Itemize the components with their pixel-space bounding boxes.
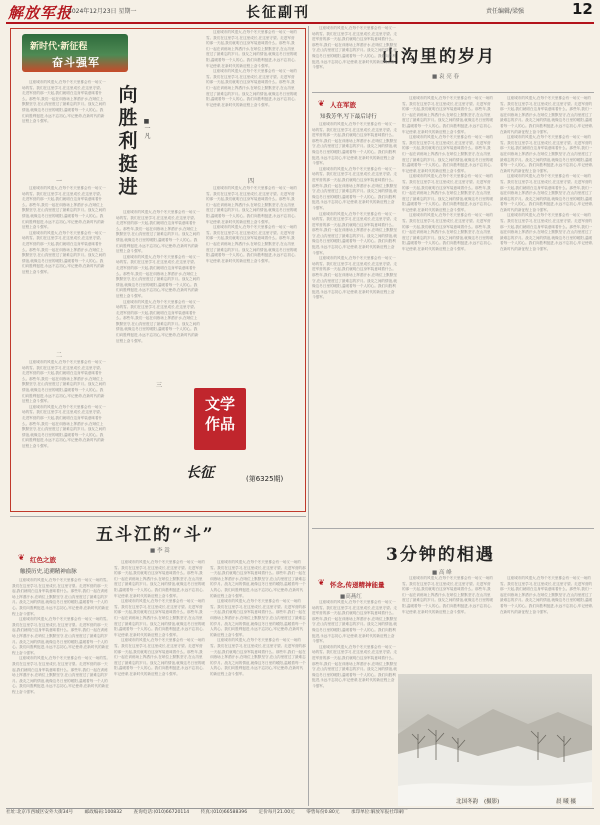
section-rule	[312, 528, 594, 529]
feature-title-char: 利	[118, 130, 138, 152]
footer-address: 社址:北京市西城区安外大街34号	[6, 810, 74, 815]
feature-author: ■一 凡	[143, 118, 150, 139]
mountain-col-a: 这座城市的风很大,在每个冬天里都会有一场又一场的雪。我们在这里学习,在这里成长,在这里守望。走进军营的那一天起,我们就明白这身军装意味着什么。那些年,我们一起在训练场上挥洒汗水,在哨位上默默坚守,在山沟里度过了最难忘的岁月。战友之间的情谊,就像这冬日里的暖阳,温暖着每一个人的心。我们向胜利挺进,永远不忘初心,牢记使命,在新时代的新征程上奋斗强军。 这座城市的风很大,在每个冬天里都会有一场又一场的雪。我们在这里学习,在这里成长,在这里守望。走进军营的那一天起,我们就明白这身军装意味着什么。那些年,我们一起在训练场上挥洒汗水,在哨位上默默坚守,在山沟里度过了最难忘的岁月。战友之间的情谊,就像这冬日里的暖阳,温暖着每一个人的心。我们向胜利挺进,永远不忘初心,牢记使命,在新时代的新征程上奋斗强军。 这座城市的风很大,在每个冬天里都会有一场又一场的雪。我们在这里学习,在这里成长,在这里守望。走进军营的那一天起,我们就明白这身军装意味着什么。那些年,我们一起在训练场上挥洒汗水,在哨位上默默坚守,在山沟里度过了最难忘的岁月。战友之间的情谊,就像这冬日里的暖阳,温暖着每一个人的心。我们向胜利挺进,永远不忘初心,牢记使命,在新时代的新征程上奋斗强军。 这座城市的风很大,在每个冬天里都会有一场又一场的雪。我们在这里学习,在这里成长,在这里守望。走进军营的那一天起,我们就明白这身军装意味着什么。那些年,我们一起在训练场上挥洒汗水,在哨位上默默坚守,在山沟里度过了最难忘的岁月。战友之间的情谊,就像这冬日里的暖阳,温暖着每一个人的心。我们向胜利挺进,永远不忘初心,牢记使命,在新时代的新征程上奋斗强军。	[312, 122, 397, 300]
three-min-col-c: 这座城市的风很大,在每个冬天里都会有一场又一场的雪。我们在这里学习,在这里成长,在这里守望。走进军营的那一天起,我们就明白这身军装意味着什么。那些年,我们一起在训练场上挥洒汗水,在哨位上默默坚守,在山沟里度过了最难忘的岁月。战友之间的情谊,就像这冬日里的暖阳,温暖着每一个人的心。我们向胜利挺进,永远不忘初心,牢记使命,在新时代的新征程上奋斗强军。	[500, 576, 594, 614]
column-divider	[308, 26, 309, 806]
feature-col-1c: 这座城市的风很大,在每个冬天里都会有一场又一场的雪。我们在这里学习,在这里成长,在这里守望。走进军营的那一天起,我们就明白这身军装意味着什么。那些年,我们一起在训练场上挥洒汗水,在哨位上默默坚守,在山沟里度过了最难忘的岁月。战友之间的情谊,就像这冬日里的暖阳,温暖着每一个人的心。我们向胜利挺进,永远不忘初心,牢记使命,在新时代的新征程上奋斗强军。 这座城市的风很大,在每个冬天里都会有一场又一场的雪。我们在这里学习,在这里成长,在这里守望。走进军营的那一天起,我们就明白这身军装意味着什么。那些年,我们一起在训练场上挥洒汗水,在哨位上默默坚守,在山沟里度过了最难忘的岁月。战友之间的情谊,就像这冬日里的暖阳,温暖着每一个人的心。我们向胜利挺进,永远不忘初心,牢记使命,在新时代的新征程上奋斗强军。	[22, 360, 106, 448]
issue-number: (第6325期)	[246, 475, 284, 483]
column-subtitle-renzai: 知我芳华,写下最后诗行	[320, 114, 377, 120]
mountain-col-b: 这座城市的风很大,在每个冬天里都会有一场又一场的雪。我们在这里学习,在这里成长,在这里守望。走进军营的那一天起,我们就明白这身军装意味着什么。那些年,我们一起在训练场上挥洒汗水,在哨位上默默坚守,在山沟里度过了最难忘的岁月。战友之间的情谊,就像这冬日里的暖阳,温暖着每一个人的心。我们向胜利挺进,永远不忘初心,牢记使命,在新时代的新征程上奋斗强军。 这座城市的风很大,在每个冬天里都会有一场又一场的雪。我们在这里学习,在这里成长,在这里守望。走进军营的那一天起,我们就明白这身军装意味着什么。那些年,我们一起在训练场上挥洒汗水,在哨位上默默坚守,在山沟里度过了最难忘的岁月。战友之间的情谊,就像这冬日里的暖阳,温暖着每一个人的心。我们向胜利挺进,永远不忘初心,牢记使命,在新时代的新征程上奋斗强军。 这座城市的风很大,在每个冬天里都会有一场又一场的雪。我们在这里学习,在这里成长,在这里守望。走进军营的那一天起,我们就明白这身军装意味着什么。那些年,我们一起在训练场上挥洒汗水,在哨位上默默坚守,在山沟里度过了最难忘的岁月。战友之间的情谊,就像这冬日里的暖阳,温暖着每一个人的心。我们向胜利挺进,永远不忘初心,牢记使命,在新时代的新征程上奋斗强军。 这座城市的风很大,在每个冬天里都会有一场又一场的雪。我们在这里学习,在这里成长,在这里守望。走进军营的那一天起,我们就明白这身军装意味着什么。那些年,我们一起在训练场上挥洒汗水,在哨位上默默坚守,在山沟里度过了最难忘的岁月。战友之间的情谊,就像这冬日里的暖阳,温暖着每一个人的心。我们向胜利挺进,永远不忘初心,牢记使命,在新时代的新征程上奋斗强军。	[402, 96, 493, 252]
section-marker: 二	[56, 352, 63, 359]
feature-title-char: 挺	[118, 153, 138, 175]
section-rule	[10, 516, 306, 517]
section-rule	[312, 92, 594, 93]
wudoujiang-col-a: 这座城市的风很大,在每个冬天里都会有一场又一场的雪。我们在这里学习,在这里成长,在这里守望。走进军营的那一天起,我们就明白这身军装意味着什么。那些年,我们一起在训练场上挥洒汗水,在哨位上默默坚守,在山沟里度过了最难忘的岁月。战友之间的情谊,就像这冬日里的暖阳,温暖着每一个人的心。我们向胜利挺进,永远不忘初心,牢记使命,在新时代的新征程上奋斗强军。 这座城市的风很大,在每个冬天里都会有一场又一场的雪。我们在这里学习,在这里成长,在这里守望。走进军营的那一天起,我们就明白这身军装意味着什么。那些年,我们一起在训练场上挥洒汗水,在哨位上默默坚守,在山沟里度过了最难忘的岁月。战友之间的情谊,就像这冬日里的暖阳,温暖着每一个人的心。我们向胜利挺进,永远不忘初心,牢记使命,在新时代的新征程上奋斗强军。 这座城市的风很大,在每个冬天里都会有一场又一场的雪。我们在这里学习,在这里成长,在这里守望。走进军营的那一天起,我们就明白这身军装意味着什么。那些年,我们一起在训练场上挥洒汗水,在哨位上默默坚守,在山沟里度过了最难忘的岁月。战友之间的情谊,就像这冬日里的暖阳,温暖着每一个人的心。我们向胜利挺进,永远不忘初心,牢记使命,在新时代的新征程上奋斗强军。	[12, 578, 110, 694]
article-byline-mountain: ■ 袁 亮 春	[432, 74, 459, 80]
feature-title-char: 胜	[118, 107, 138, 129]
footer-phone: 查询电话:(010)66720114	[133, 810, 190, 815]
column-subtitle-red: 触摸历史,追溯精神血脉	[20, 569, 77, 575]
article-byline-wudoujiang: ■ 李 嵩	[150, 548, 170, 554]
footer-fax: 传真:(010)66588396	[200, 810, 248, 815]
photo-author: 晨 曦 摄	[556, 799, 576, 805]
footer-postcode: 邮政编码:100832	[84, 810, 123, 815]
feature-col-1a: 这座城市的风很大,在每个冬天里都会有一场又一场的雪。我们在这里学习,在这里成长,在这里守望。走进军营的那一天起,我们就明白这身军装意味着什么。那些年,我们一起在训练场上挥洒汗水,在哨位上默默坚守,在山沟里度过了最难忘的岁月。战友之间的情谊,就像这冬日里的暖阳,温暖着每一个人的心。我们向胜利挺进,永远不忘初心,牢记使命,在新时代的新征程上奋斗强军。	[22, 80, 106, 124]
footer-monthly-price: 定价每月21.00元	[258, 810, 295, 815]
snow-landscape-photo	[398, 674, 592, 806]
three-min-col-a: 这座城市的风很大,在每个冬天里都会有一场又一场的雪。我们在这里学习,在这里成长,在这里守望。走进军营的那一天起,我们就明白这身军装意味着什么。那些年,我们一起在训练场上挥洒汗水,在哨位上默默坚守,在山沟里度过了最难忘的岁月。战友之间的情谊,就像这冬日里的暖阳,温暖着每一个人的心。我们向胜利挺进,永远不忘初心,牢记使命,在新时代的新征程上奋斗强军。 这座城市的风很大,在每个冬天里都会有一场又一场的雪。我们在这里学习,在这里成长,在这里守望。走进军营的那一天起,我们就明白这身军装意味着什么。那些年,我们一起在训练场上挥洒汗水,在哨位上默默坚守,在山沟里度过了最难忘的岁月。战友之间的情谊,就像这冬日里的暖阳,温暖着每一个人的心。我们向胜利挺进,永远不忘初心,牢记使命,在新时代的新征程上奋斗强军。	[312, 600, 397, 688]
stamp-line-1: 文学	[204, 395, 235, 413]
newspaper-logo: 解放军报	[8, 4, 73, 22]
editor-credit: 责任编辑/梁强	[486, 8, 525, 15]
article-title-mountain: 山沟里的岁月	[382, 47, 496, 67]
leaf-icon: ❦	[318, 578, 325, 587]
issue-date: 2024年12月23日 星期一	[68, 8, 137, 15]
banner-line-1: 新时代·新征程	[30, 42, 88, 52]
feature-col-3b: 这座城市的风很大,在每个冬天里都会有一场又一场的雪。我们在这里学习,在这里成长,在这里守望。走进军营的那一天起,我们就明白这身军装意味着什么。那些年,我们一起在训练场上挥洒汗水,在哨位上默默坚守,在山沟里度过了最难忘的岁月。战友之间的情谊,就像这冬日里的暖阳,温暖着每一个人的心。我们向胜利挺进,永远不忘初心,牢记使命,在新时代的新征程上奋斗强军。 这座城市的风很大,在每个冬天里都会有一场又一场的雪。我们在这里学习,在这里成长,在这里守望。走进军营的那一天起,我们就明白这身军装意味着什么。那些年,我们一起在训练场上挥洒汗水,在哨位上默默坚守,在山沟里度过了最难忘的岁月。战友之间的情谊,就像这冬日里的暖阳,温暖着每一个人的心。我们向胜利挺进,永远不忘初心,牢记使命,在新时代的新征程上奋斗强军。	[206, 186, 297, 263]
wudoujiang-col-b: 这座城市的风很大,在每个冬天里都会有一场又一场的雪。我们在这里学习,在这里成长,在这里守望。走进军营的那一天起,我们就明白这身军装意味着什么。那些年,我们一起在训练场上挥洒汗水,在哨位上默默坚守,在山沟里度过了最难忘的岁月。战友之间的情谊,就像这冬日里的暖阳,温暖着每一个人的心。我们向胜利挺进,永远不忘初心,牢记使命,在新时代的新征程上奋斗强军。 这座城市的风很大,在每个冬天里都会有一场又一场的雪。我们在这里学习,在这里成长,在这里守望。走进军营的那一天起,我们就明白这身军装意味着什么。那些年,我们一起在训练场上挥洒汗水,在哨位上默默坚守,在山沟里度过了最难忘的岁月。战友之间的情谊,就像这冬日里的暖阳,温暖着每一个人的心。我们向胜利挺进,永远不忘初心,牢记使命,在新时代的新征程上奋斗强军。 这座城市的风很大,在每个冬天里都会有一场又一场的雪。我们在这里学习,在这里成长,在这里守望。走进军营的那一天起,我们就明白这身军装意味着什么。那些年,我们一起在训练场上挥洒汗水,在哨位上默默坚守,在山沟里度过了最难忘的岁月。战友之间的情谊,就像这冬日里的暖阳,温暖着每一个人的心。我们向胜利挺进,永远不忘初心,牢记使命,在新时代的新征程上奋斗强军。	[114, 560, 205, 676]
article-title-three-minutes: 3分钟的相遇	[386, 545, 495, 565]
article-title-wudoujiang: 五斗江的“斗”	[96, 525, 215, 545]
leaf-icon: ❦	[318, 99, 325, 108]
header-rule	[6, 22, 594, 24]
photo-title: 北国冬韵	[456, 799, 479, 805]
section-title: 长征副刊	[246, 5, 310, 21]
feature-col-3a: 这座城市的风很大,在每个冬天里都会有一场又一场的雪。我们在这里学习,在这里成长,在这里守望。走进军营的那一天起,我们就明白这身军装意味着什么。那些年,我们一起在训练场上挥洒汗水,在哨位上默默坚守,在山沟里度过了最难忘的岁月。战友之间的情谊,就像这冬日里的暖阳,温暖着每一个人的心。我们向胜利挺进,永远不忘初心,牢记使命,在新时代的新征程上奋斗强军。 这座城市的风很大,在每个冬天里都会有一场又一场的雪。我们在这里学习,在这里成长,在这里守望。走进军营的那一天起,我们就明白这身军装意味着什么。那些年,我们一起在训练场上挥洒汗水,在哨位上默默坚守,在山沟里度过了最难忘的岁月。战友之间的情谊,就像这冬日里的暖阳,温暖着每一个人的心。我们向胜利挺进,永远不忘初心,牢记使命,在新时代的新征程上奋斗强军。	[206, 30, 297, 107]
feature-banner	[22, 34, 128, 72]
feature-title	[116, 84, 140, 199]
literary-stamp	[194, 388, 246, 450]
article-byline-three-minutes: ■ 高 峰	[432, 570, 452, 576]
feature-title-char: 向	[118, 84, 138, 106]
section-marker: 四	[248, 178, 255, 185]
feature-col-2a: 这座城市的风很大,在每个冬天里都会有一场又一场的雪。我们在这里学习,在这里成长,在这里守望。走进军营的那一天起,我们就明白这身军装意味着什么。那些年,我们一起在训练场上挥洒汗水,在哨位上默默坚守,在山沟里度过了最难忘的岁月。战友之间的情谊,就像这冬日里的暖阳,温暖着每一个人的心。我们向胜利挺进,永远不忘初心,牢记使命,在新时代的新征程上奋斗强军。 这座城市的风很大,在每个冬天里都会有一场又一场的雪。我们在这里学习,在这里成长,在这里守望。走进军营的那一天起,我们就明白这身军装意味着什么。那些年,我们一起在训练场上挥洒汗水,在哨位上默默坚守,在山沟里度过了最难忘的岁月。战友之间的情谊,就像这冬日里的暖阳,温暖着每一个人的心。我们向胜利挺进,永远不忘初心,牢记使命,在新时代的新征程上奋斗强军。 这座城市的风很大,在每个冬天里都会有一场又一场的雪。我们在这里学习,在这里成长,在这里守望。走进军营的那一天起,我们就明白这身军装意味着什么。那些年,我们一起在训练场上挥洒汗水,在哨位上默默坚守,在山沟里度过了最难忘的岁月。战友之间的情谊,就像这冬日里的暖阳,温暖着每一个人的心。我们向胜利挺进,永远不忘初心,牢记使命,在新时代的新征程上奋斗强军。	[116, 210, 200, 343]
three-min-col-b: 这座城市的风很大,在每个冬天里都会有一场又一场的雪。我们在这里学习,在这里成长,在这里守望。走进军营的那一天起,我们就明白这身军装意味着什么。那些年,我们一起在训练场上挥洒汗水,在哨位上默默坚守,在山沟里度过了最难忘的岁月。战友之间的情谊,就像这冬日里的暖阳,温暖着每一个人的心。我们向胜利挺进,永远不忘初心,牢记使命,在新时代的新征程上奋斗强军。	[402, 576, 493, 614]
photo-credit: (摄影)	[484, 799, 500, 805]
page-footer	[6, 808, 594, 823]
column-label-red: 红色之旅	[30, 556, 56, 564]
feature-col-1b: 这座城市的风很大,在每个冬天里都会有一场又一场的雪。我们在这里学习,在这里成长,在这里守望。走进军营的那一天起,我们就明白这身军装意味着什么。那些年,我们一起在训练场上挥洒汗水,在哨位上默默坚守,在山沟里度过了最难忘的岁月。战友之间的情谊,就像这冬日里的暖阳,温暖着每一个人的心。我们向胜利挺进,永远不忘初心,牢记使命,在新时代的新征程上奋斗强军。 这座城市的风很大,在每个冬天里都会有一场又一场的雪。我们在这里学习,在这里成长,在这里守望。走进军营的那一天起,我们就明白这身军装意味着什么。那些年,我们一起在训练场上挥洒汗水,在哨位上默默坚守,在山沟里度过了最难忘的岁月。战友之间的情谊,就像这冬日里的暖阳,温暖着每一个人的心。我们向胜利挺进,永远不忘初心,牢记使命,在新时代的新征程上奋斗强军。	[22, 186, 106, 274]
stamp-line-2: 作品	[204, 415, 235, 433]
banner-line-2: 奋斗强军	[52, 56, 100, 69]
column-byline-huaizhi: ■高燕红	[340, 594, 362, 600]
page-number: 12	[572, 0, 593, 18]
column-label-renzai: 人在军旅	[330, 101, 356, 109]
signature: 长征	[186, 465, 214, 481]
snow-landscape-image	[398, 674, 592, 806]
footer-printer: 承印单位:解放军报社印刷厂	[350, 810, 408, 815]
footer-retail-price: 零售每份0.80元	[306, 810, 340, 815]
leaf-icon: ❦	[18, 553, 25, 562]
section-marker: 三	[156, 382, 163, 389]
feature-title-char: 进	[118, 176, 138, 198]
wudoujiang-col-c: 这座城市的风很大,在每个冬天里都会有一场又一场的雪。我们在这里学习,在这里成长,在这里守望。走进军营的那一天起,我们就明白这身军装意味着什么。那些年,我们一起在训练场上挥洒汗水,在哨位上默默坚守,在山沟里度过了最难忘的岁月。战友之间的情谊,就像这冬日里的暖阳,温暖着每一个人的心。我们向胜利挺进,永远不忘初心,牢记使命,在新时代的新征程上奋斗强军。 这座城市的风很大,在每个冬天里都会有一场又一场的雪。我们在这里学习,在这里成长,在这里守望。走进军营的那一天起,我们就明白这身军装意味着什么。那些年,我们一起在训练场上挥洒汗水,在哨位上默默坚守,在山沟里度过了最难忘的岁月。战友之间的情谊,就像这冬日里的暖阳,温暖着每一个人的心。我们向胜利挺进,永远不忘初心,牢记使命,在新时代的新征程上奋斗强军。 这座城市的风很大,在每个冬天里都会有一场又一场的雪。我们在这里学习,在这里成长,在这里守望。走进军营的那一天起,我们就明白这身军装意味着什么。那些年,我们一起在训练场上挥洒汗水,在哨位上默默坚守,在山沟里度过了最难忘的岁月。战友之间的情谊,就像这冬日里的暖阳,温暖着每一个人的心。我们向胜利挺进,永远不忘初心,牢记使命,在新时代的新征程上奋斗强军。	[210, 560, 306, 676]
mountain-col-1: 这座城市的风很大,在每个冬天里都会有一场又一场的雪。我们在这里学习,在这里成长,在这里守望。走进军营的那一天起,我们就明白这身军装意味着什么。那些年,我们一起在训练场上挥洒汗水,在哨位上默默坚守,在山沟里度过了最难忘的岁月。战友之间的情谊,就像这冬日里的暖阳,温暖着每一个人的心。我们向胜利挺进,永远不忘初心,牢记使命,在新时代的新征程上奋斗强军。	[312, 26, 397, 70]
mountain-col-c: 这座城市的风很大,在每个冬天里都会有一场又一场的雪。我们在这里学习,在这里成长,在这里守望。走进军营的那一天起,我们就明白这身军装意味着什么。那些年,我们一起在训练场上挥洒汗水,在哨位上默默坚守,在山沟里度过了最难忘的岁月。战友之间的情谊,就像这冬日里的暖阳,温暖着每一个人的心。我们向胜利挺进,永远不忘初心,牢记使命,在新时代的新征程上奋斗强军。 这座城市的风很大,在每个冬天里都会有一场又一场的雪。我们在这里学习,在这里成长,在这里守望。走进军营的那一天起,我们就明白这身军装意味着什么。那些年,我们一起在训练场上挥洒汗水,在哨位上默默坚守,在山沟里度过了最难忘的岁月。战友之间的情谊,就像这冬日里的暖阳,温暖着每一个人的心。我们向胜利挺进,永远不忘初心,牢记使命,在新时代的新征程上奋斗强军。 这座城市的风很大,在每个冬天里都会有一场又一场的雪。我们在这里学习,在这里成长,在这里守望。走进军营的那一天起,我们就明白这身军装意味着什么。那些年,我们一起在训练场上挥洒汗水,在哨位上默默坚守,在山沟里度过了最难忘的岁月。战友之间的情谊,就像这冬日里的暖阳,温暖着每一个人的心。我们向胜利挺进,永远不忘初心,牢记使命,在新时代的新征程上奋斗强军。 这座城市的风很大,在每个冬天里都会有一场又一场的雪。我们在这里学习,在这里成长,在这里守望。走进军营的那一天起,我们就明白这身军装意味着什么。那些年,我们一起在训练场上挥洒汗水,在哨位上默默坚守,在山沟里度过了最难忘的岁月。战友之间的情谊,就像这冬日里的暖阳,温暖着每一个人的心。我们向胜利挺进,永远不忘初心,牢记使命,在新时代的新征程上奋斗强军。	[500, 96, 594, 252]
section-marker: 一	[56, 178, 63, 185]
column-label-huaizhi: 怀念,传递精神能量	[330, 581, 385, 589]
